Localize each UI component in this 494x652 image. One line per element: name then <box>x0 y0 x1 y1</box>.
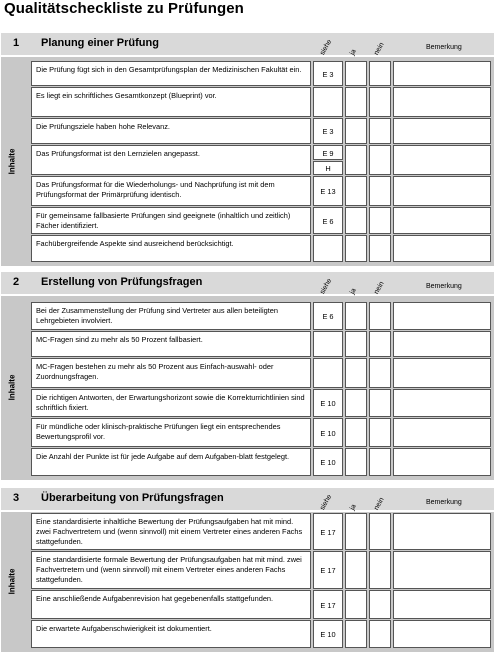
nein-checkbox-cell[interactable] <box>369 358 391 388</box>
criterion-text: Die erwartete Aufgabenschwierigkeit ist dokumentiert. <box>31 620 311 648</box>
column-header-siehe: siehe <box>319 38 334 57</box>
reference-cell <box>313 87 343 117</box>
criterion-text: Für mündliche oder klinisch-praktische Prüfungen liegt ein entsprechendes Bewertungsprofil vor. <box>31 418 311 447</box>
reference-cell: E 3 <box>313 118 343 144</box>
checklist-row <box>31 513 491 550</box>
reference-cell: E 17 <box>313 513 343 550</box>
reference-cell: E 13 <box>313 176 343 206</box>
nein-checkbox-cell[interactable] <box>369 118 391 144</box>
section-header <box>1 33 494 55</box>
column-header-nein: nein <box>373 496 386 512</box>
bemerkung-cell[interactable] <box>393 61 491 86</box>
reference-cell: E 10 <box>313 448 343 476</box>
column-header-ja: ja <box>349 503 358 512</box>
column-header-siehe: siehe <box>319 493 334 512</box>
reference-cell <box>313 235 343 262</box>
nein-checkbox-cell[interactable] <box>369 61 391 86</box>
criterion-text: Die Prüfungsziele haben hohe Relevanz. <box>31 118 311 144</box>
nein-checkbox-cell[interactable] <box>369 207 391 234</box>
bemerkung-cell[interactable] <box>393 551 491 589</box>
reference-cell: E 10 <box>313 620 343 648</box>
nein-checkbox-cell[interactable] <box>369 145 391 175</box>
bemerkung-cell[interactable] <box>393 118 491 144</box>
ja-checkbox-cell[interactable] <box>345 448 367 476</box>
column-header-ja: ja <box>349 287 358 296</box>
checklist-row <box>31 302 491 330</box>
checklist-row <box>31 87 491 117</box>
reference-cell: E 10 <box>313 418 343 447</box>
nein-checkbox-cell[interactable] <box>369 418 391 447</box>
column-header-siehe: siehe <box>319 277 334 296</box>
checklist-row <box>31 331 491 357</box>
criterion-text: Das Prüfungsformat für die Wiederholungs- und Nachprüfung ist mit dem Prüfungsformat der Primärprüfung identisch. <box>31 176 311 206</box>
bemerkung-cell[interactable] <box>393 331 491 357</box>
column-header-nein: nein <box>373 41 386 57</box>
criterion-text: MC-Fragen sind zu mehr als 50 Prozent fallbasiert. <box>31 331 311 357</box>
ja-checkbox-cell[interactable] <box>345 620 367 648</box>
checklist-row <box>31 551 491 589</box>
section-2 <box>1 272 494 480</box>
criterion-text: Bei der Zusammenstellung der Prüfung sind Vertreter aus allen beteiligten Lehrgebieten involviert. <box>31 302 311 330</box>
section-number: 2 <box>13 276 20 288</box>
ja-checkbox-cell[interactable] <box>345 207 367 234</box>
bemerkung-cell[interactable] <box>393 302 491 330</box>
ja-checkbox-cell[interactable] <box>345 551 367 589</box>
nein-checkbox-cell[interactable] <box>369 513 391 550</box>
nein-checkbox-cell[interactable] <box>369 620 391 648</box>
column-header-bemerkung: Bemerkung <box>426 283 462 290</box>
side-label: Inhalte <box>7 568 17 595</box>
ja-checkbox-cell[interactable] <box>345 302 367 330</box>
checklist-row <box>31 389 491 417</box>
bemerkung-cell[interactable] <box>393 207 491 234</box>
criterion-text: Eine standardisierte inhaltliche Bewertung der Prüfungsaufgaben hat mit mind. zwei Fachvertretern und (wenn sinnvoll) mit einem Vertreter eines anderen Fachs stattgefunden. <box>31 513 311 550</box>
reference-cell: E 3 <box>313 61 343 86</box>
checklist-row <box>31 176 491 206</box>
section-3 <box>1 488 494 652</box>
criterion-text: Das Prüfungsformat ist den Lernzielen angepasst. <box>31 145 311 175</box>
ja-checkbox-cell[interactable] <box>345 418 367 447</box>
checklist-row <box>31 418 491 447</box>
ja-checkbox-cell[interactable] <box>345 590 367 619</box>
ja-checkbox-cell[interactable] <box>345 389 367 417</box>
section-number: 1 <box>13 37 20 49</box>
column-header-bemerkung: Bemerkung <box>426 44 462 51</box>
ja-checkbox-cell[interactable] <box>345 358 367 388</box>
nein-checkbox-cell[interactable] <box>369 448 391 476</box>
checklist-row <box>31 235 491 262</box>
ja-checkbox-cell[interactable] <box>345 61 367 86</box>
bemerkung-cell[interactable] <box>393 358 491 388</box>
reference-cell <box>313 358 343 388</box>
section-number: 3 <box>13 492 20 504</box>
ja-checkbox-cell[interactable] <box>345 118 367 144</box>
section-header <box>1 272 494 294</box>
criterion-text: MC-Fragen bestehen zu mehr als 50 Prozent aus Einfach-auswahl- oder Zuordnungsfragen. <box>31 358 311 388</box>
reference-cell: E 6 <box>313 207 343 234</box>
checklist-row <box>31 61 491 86</box>
reference-cell: E 9 <box>313 145 343 160</box>
reference-cell: E 17 <box>313 590 343 619</box>
side-label: Inhalte <box>7 374 17 401</box>
nein-checkbox-cell[interactable] <box>369 235 391 262</box>
ja-checkbox-cell[interactable] <box>345 145 367 175</box>
bemerkung-cell[interactable] <box>393 418 491 447</box>
reference-cell: E 10 <box>313 389 343 417</box>
ja-checkbox-cell[interactable] <box>345 235 367 262</box>
criterion-text: Eine anschließende Aufgabenrevision hat gegebenenfalls stattgefunden. <box>31 590 311 619</box>
checklist-row <box>31 358 491 388</box>
section-title: Erstellung von Prüfungsfragen <box>41 276 203 288</box>
criterion-text: Für gemeinsame fallbasierte Prüfungen sind geeignete (inhaltlich und zeitlich) Fächer identifiziert. <box>31 207 311 234</box>
bemerkung-cell[interactable] <box>393 176 491 206</box>
bemerkung-cell[interactable] <box>393 620 491 648</box>
bemerkung-cell[interactable] <box>393 389 491 417</box>
criterion-text: Die richtigen Antworten, der Erwartungshorizont sowie die Korrekturrichtlinien sind schriftlich fixiert. <box>31 389 311 417</box>
side-label: Inhalte <box>7 148 17 174</box>
checklist-row <box>31 620 491 648</box>
checklist-row <box>31 118 491 144</box>
checklist-row <box>31 207 491 234</box>
criterion-text: Die Anzahl der Punkte ist für jede Aufgabe auf dem Aufgaben-blatt festgelegt. <box>31 448 311 476</box>
reference-cell <box>313 331 343 357</box>
page-title: Qualitätscheckliste zu Prüfungen <box>4 0 244 17</box>
ja-checkbox-cell[interactable] <box>345 331 367 357</box>
bemerkung-cell[interactable] <box>393 513 491 550</box>
section-title: Überarbeitung von Prüfungsfragen <box>41 492 224 504</box>
column-header-bemerkung: Bemerkung <box>426 499 462 506</box>
column-header-ja: ja <box>349 48 358 57</box>
criterion-text: Fachübergreifende Aspekte sind ausreichend berücksichtigt. <box>31 235 311 262</box>
ja-checkbox-cell[interactable] <box>345 87 367 117</box>
section-header <box>1 488 494 510</box>
checklist-row <box>31 590 491 619</box>
criterion-text: Die Prüfung fügt sich in den Gesamtprüfungsplan der Medizinischen Fakultät ein. <box>31 61 311 86</box>
nein-checkbox-cell[interactable] <box>369 331 391 357</box>
checklist-row <box>31 448 491 476</box>
nein-checkbox-cell[interactable] <box>369 302 391 330</box>
reference-cell: H <box>313 161 343 175</box>
nein-checkbox-cell[interactable] <box>369 590 391 619</box>
section-1 <box>1 33 494 266</box>
nein-checkbox-cell[interactable] <box>369 87 391 117</box>
column-header-nein: nein <box>373 280 386 296</box>
bemerkung-cell[interactable] <box>393 145 491 175</box>
checklist-row <box>31 145 491 175</box>
criterion-text: Eine standardisierte formale Bewertung der Prüfungsaufgaben hat mit mind. zwei Fachvertretern und (wenn sinnvoll) mit einem Vertreter eines anderen Fachs stattgefunden. <box>31 551 311 589</box>
ja-checkbox-cell[interactable] <box>345 176 367 206</box>
nein-checkbox-cell[interactable] <box>369 389 391 417</box>
reference-cell: E 6 <box>313 302 343 330</box>
bemerkung-cell[interactable] <box>393 235 491 262</box>
bemerkung-cell[interactable] <box>393 87 491 117</box>
reference-cell: E 17 <box>313 551 343 589</box>
criterion-text: Es liegt ein schriftliches Gesamtkonzept (Blueprint) vor. <box>31 87 311 117</box>
ja-checkbox-cell[interactable] <box>345 513 367 550</box>
bemerkung-cell[interactable] <box>393 590 491 619</box>
nein-checkbox-cell[interactable] <box>369 176 391 206</box>
section-title: Planung einer Prüfung <box>41 37 159 49</box>
nein-checkbox-cell[interactable] <box>369 551 391 589</box>
bemerkung-cell[interactable] <box>393 448 491 476</box>
